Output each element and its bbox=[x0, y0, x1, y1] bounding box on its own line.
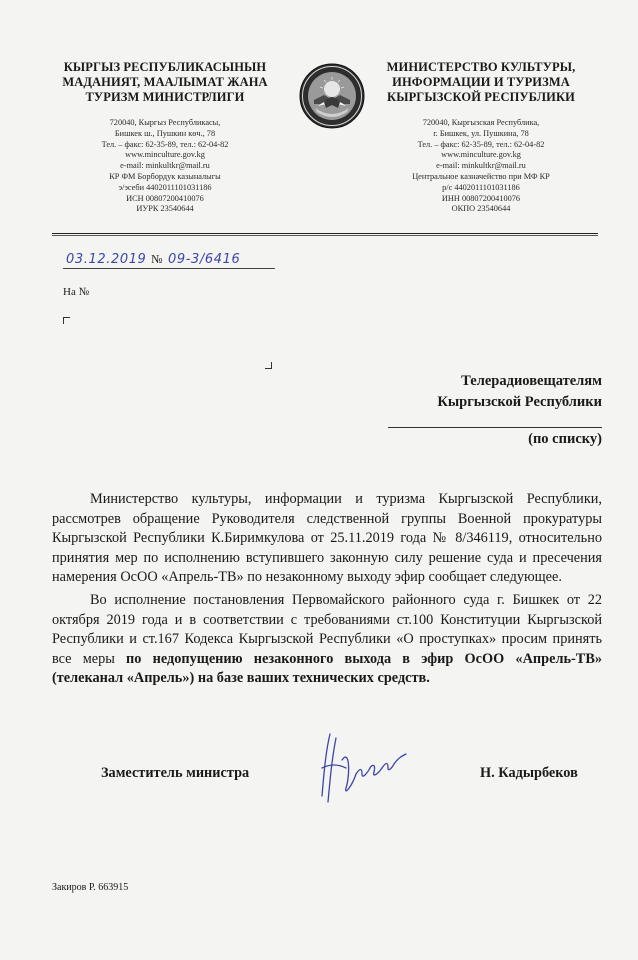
executor-contact: Закиров Р. 663915 bbox=[52, 882, 129, 893]
outgoing-number bbox=[66, 252, 240, 267]
outgoing-number-underline bbox=[63, 268, 275, 269]
outgoing-reg-number: 09-3/6416 bbox=[167, 252, 241, 267]
coat-of-arms-icon bbox=[298, 62, 366, 130]
header-right-russian bbox=[368, 60, 594, 215]
signatory-name: Н. Кадырбеков bbox=[480, 765, 578, 781]
recipient-note: (по списку) bbox=[528, 431, 602, 447]
letter-body bbox=[52, 490, 602, 689]
signatory-position: Заместитель министра bbox=[101, 765, 250, 781]
body-paragraph-2: Во исполнение постановления Первомайского районного суда г. Бишкек от 22 октября 2019 года и в соответствии с требованиями ст.100 Конституции Кыргызской Республики и ст.167 Кодекса Кыргызской Республики «О проступках» просим принять все меры по недопущению незаконного выхода в эфир ОсОО «Апрель-ТВ» (телеканал «Апрель») на базе ваших технических средств. bbox=[52, 591, 603, 687]
number-sign: № bbox=[151, 252, 164, 266]
address-corner-mark-top-left bbox=[63, 317, 70, 324]
header-left-kyrgyz bbox=[52, 60, 278, 215]
address-corner-mark-bottom-right bbox=[265, 362, 272, 369]
handwritten-signature bbox=[316, 728, 412, 808]
body-paragraph-1: Министерство культуры, информации и туризма Кыргызской Республики, рассмотрев обращение Руководителя следственной группы Военной прокуратуры Кыргызской Республики К.Биримкулова от 25.11.2019 года № 8/346119, относительно принятия мер по исполнению вступившего законную силу решение суда и пресечения намерения ОсОО «Апрель-ТВ» по незаконному выходу эфир сообщает следующее. bbox=[52, 491, 602, 586]
org-name-kyrgyz: КЫРГЫЗ РЕСПУБЛИКАСЫНЫН МАДАНИЯТ, МААЛЫМАТ ЖАНА ТУРИЗМ МИНИСТРЛИГИ bbox=[62, 60, 268, 104]
recipient-block: Телерадиовещателям Кыргызской Республики bbox=[437, 373, 602, 410]
address-block-kyrgyz: 720040, Кыргыз Республикасы, Бишкек ш., Пушкин көч., 78 Тел. – факс: 62-35-89, тел.: 62-04-82 www.minculture.gov.kg e-mail: minkultkr@mail.ru КР ФМ Борбордук казыналыгы э/эсеби 4402011101031186 ИСН 00807200410076 ИУРК 23540644 bbox=[101, 118, 229, 214]
body-paragraph-2-emphasis: по недопущению незаконного выхода в эфир ОсОО «Апрель-ТВ» (телеканал «Апрель») на базе ваших технических средств. bbox=[52, 650, 603, 687]
org-name-russian: МИНИСТЕРСТВО КУЛЬТУРЫ, ИНФОРМАЦИИ И ТУРИЗМА КЫРГЫЗСКОЙ РЕСПУБЛИКИ bbox=[386, 60, 576, 104]
reply-to-label: На № bbox=[63, 286, 90, 298]
outgoing-date: 03.12.2019 bbox=[66, 252, 147, 267]
address-block-russian: 720040, Кыргызская Республика, г. Бишкек, ул. Пушкина, 78 Тел. – факс: 62-35-89, тел.: 62-04-82 www.minculture.gov.kg e-mail: minkultkr@mail.ru Центральное казначейство при МФ КР р/с 4402011101031186 ИНН 00807200410076 ОКПО 23540644 bbox=[412, 118, 550, 214]
recipient-underline bbox=[388, 427, 602, 428]
header-divider-thin bbox=[52, 235, 598, 236]
header-divider bbox=[52, 233, 598, 234]
